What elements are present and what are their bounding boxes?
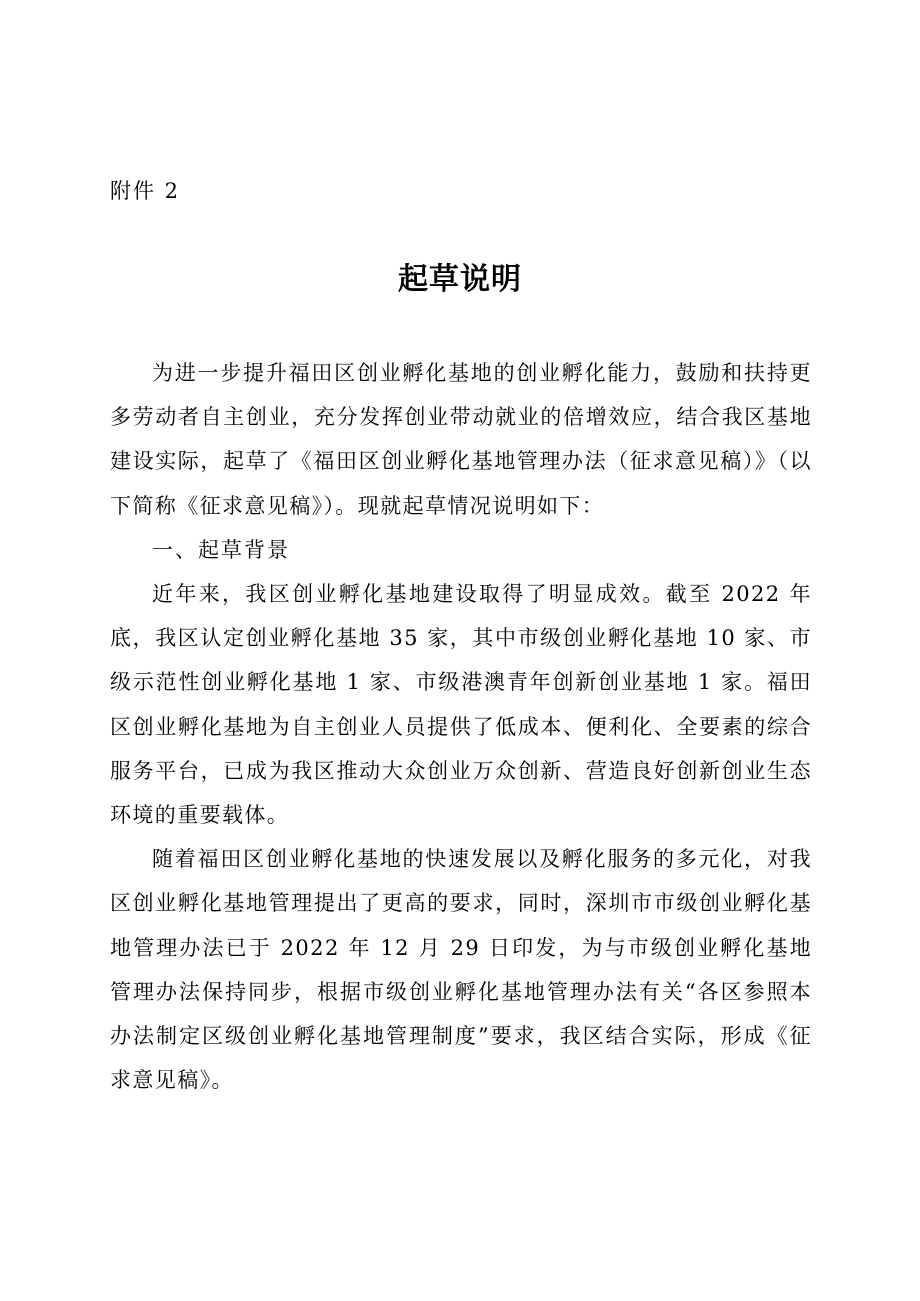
document-body <box>110 351 812 1102</box>
intro-paragraph: 为进一步提升福田区创业孵化基地的创业孵化能力，鼓励和扶持更多劳动者自主创业，充分发挥创业带动就业的倍增效应，结合我区基地建设实际，起草了《福田区创业孵化基地管理办法（征求意见稿）》（以下简称《征求意见稿》）。现就起草情况说明如下： <box>110 361 812 518</box>
attachment-label: 附件 2 <box>110 179 181 203</box>
development-paragraph: 随着福田区创业孵化基地的快速发展以及孵化服务的多元化，对我区创业孵化基地管理提出了更高的要求，同时，深圳市市级创业孵化基地管理办法已于 2022 年 12 月 29 日印发，为与市级创业孵化基地管理办法保持同步，根据市级创业孵化基地管理办法有关“各区参照本办法制定区级创业孵化基地管理制度”要求，我区结合实际，形成《征求意见稿》。 <box>110 847 812 1093</box>
section-heading-background: 一、起草背景 <box>152 537 290 562</box>
document-title: 起草说明 <box>398 262 522 297</box>
background-paragraph: 近年来，我区创业孵化基地建设取得了明显成效。截至 2022 年底，我区认定创业孵化基地 35 家，其中市级创业孵化基地 10 家、市级示范性创业孵化基地 1 家、市级港澳青年创新创业基地 1 家。福田区创业孵化基地为自主创业人员提供了低成本、便利化、全要素的综合服务平台，已成为我区推动大众创业万众创新、营造良好创新创业生态环境的重要载体。 <box>110 582 812 828</box>
